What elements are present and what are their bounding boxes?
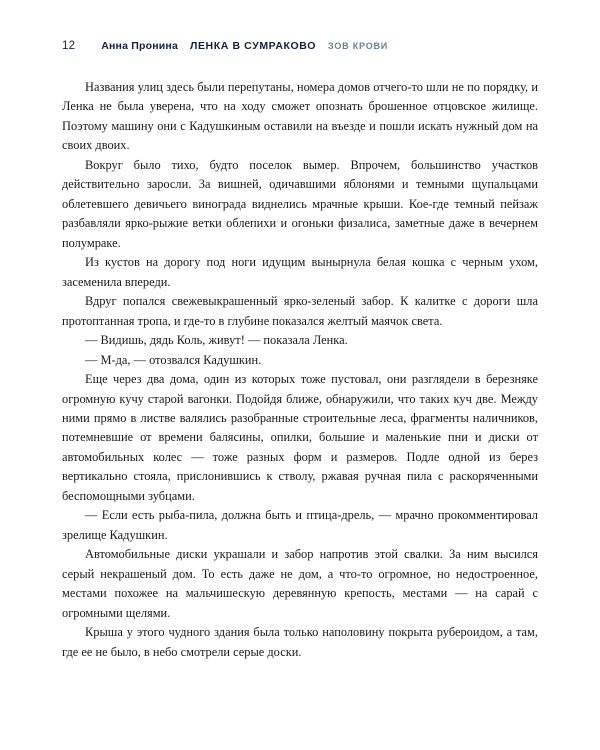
page-number: 12 (62, 40, 76, 52)
paragraph: Вокруг было тихо, будто поселок вымер. Впрочем, большинство участков действительно заросли. За вишней, одичавшими яблонями и темными щупальцами облетевшего девичьего винограда виднелись мрачные крыши. Кое-где темный пейзаж разбавляли ярко-рыжие ветки облепихи и огоньки физалиса, заметные даже в вечернем полумраке. (62, 157, 538, 250)
running-head (62, 40, 538, 52)
dialogue-line: — М-да, — отозвался Кадушкин. (85, 352, 262, 367)
paragraph: Названия улиц здесь были перепутаны, номера домов отчего-то шли не по порядку, и Ленка не была уверена, что на ходу сможет опознать брошенное отцовское жилище. Поэтому машину они с Кадушкиным оставили на въезде и пошли искать нужный дом на своих двоих. (62, 80, 538, 153)
book-title: ЛЕНКА В СУМРАКОВО (189, 40, 316, 52)
body-text (62, 78, 538, 662)
dialogue-line: — Если есть рыба-пила, должна быть и птица-дрель, — мрачно прокомментировал зрелище Кадушкин. (62, 508, 538, 542)
paragraph: Из кустов на дорогу под ноги идущим вынырнула белая кошка с черным ухом, засеменила впереди. (62, 255, 538, 289)
paragraph: Крыша у этого чудного здания была только наполовину покрыта рубероидом, а там, где ее не было, в небо смотрели серые доски. (62, 625, 538, 659)
paragraph: Вдруг попался свежевыкрашенный ярко-зеленый забор. К калитке с дороги шла протоптанная тропа, и где-то в глубине показался желтый маячок света. (62, 294, 538, 328)
paragraph: Еще через два дома, один из которых тоже пустовал, они разглядели в березняке огромную кучу старой вагонки. Подойдя ближе, обнаружили, что таких куч две. Между ними прямо в листве валялись разобранные строительные леса, фрагменты наличников, потемневшие от времени балясины, опилки, большие и маленькие пни и диски от автомобильных колес — тоже разных форм и размеров. Подле одной из берез вертикально стояла, прислонившись к стволу, ржавая ручная пила с раскоряченными беспомощными зубцами. (62, 372, 538, 503)
author-name: Анна Пронина (101, 40, 178, 52)
paragraph: Автомобильные диски украшали и забор напротив этой свалки. За ним высился серый некрашеный дом. То есть даже не дом, а что-то огромное, но недостроенное, местами похожее на мальчишескую деревянную крепость, местами — на сарай с огромными щелями. (62, 547, 538, 620)
series-name: ЗОВ КРОВИ (328, 41, 389, 51)
dialogue-line: — Видишь, дядь Коль, живут! — показала Ленка. (85, 333, 348, 348)
